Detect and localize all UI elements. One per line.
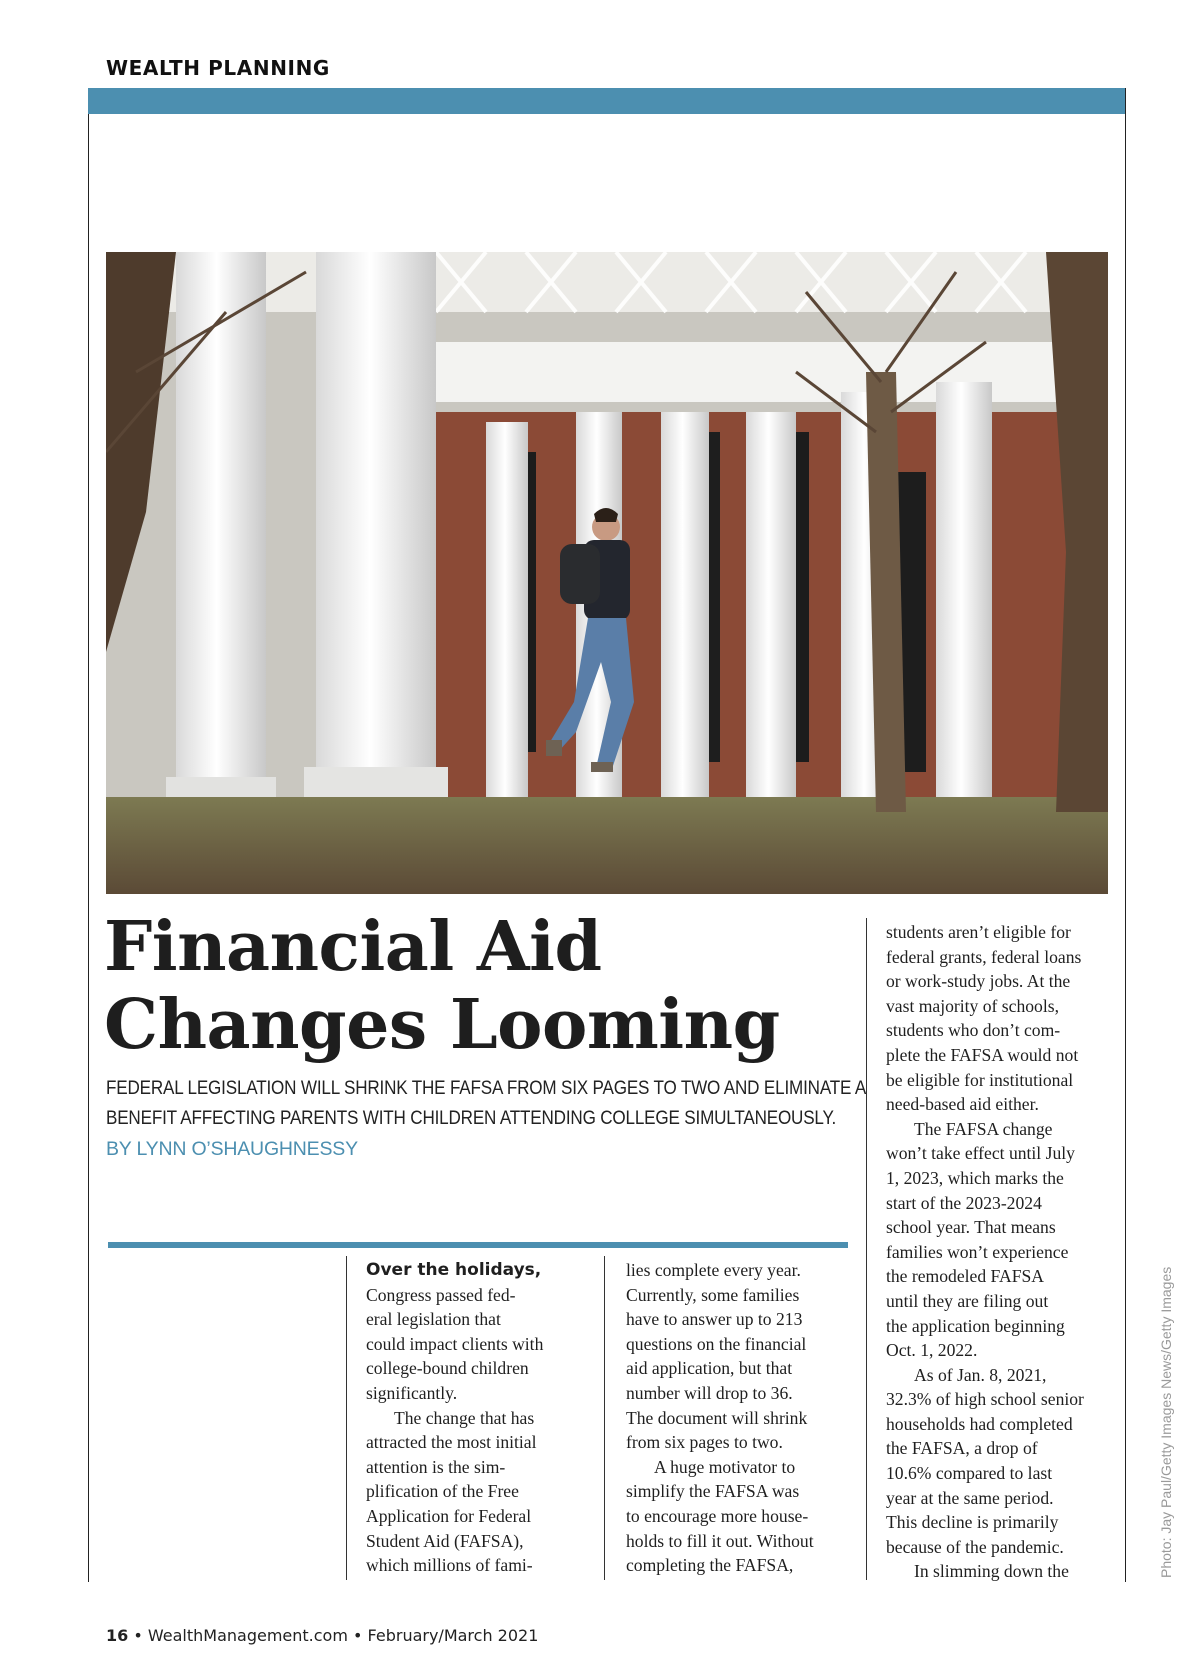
body-line: students aren’t eligible for [886,922,1071,942]
body-line: year at the same period. [886,1487,1054,1508]
article-divider [108,1242,848,1248]
body-line: won’t take effect until July [886,1143,1075,1164]
page-number: 16 [106,1626,129,1645]
body-line: lies complete every year. [626,1260,801,1280]
frame-rule-left [88,114,89,1582]
body-line: Congress passed fed- [366,1284,516,1305]
body-line: need-based aid either. [886,1094,1039,1115]
body-line: eral legislation that [366,1309,501,1330]
body-line: Oct. 1, 2022. [886,1340,978,1361]
body-line: which millions of fami- [366,1555,533,1576]
body-line: the application beginning [886,1315,1065,1336]
body-line: until they are filing out [886,1290,1049,1311]
body-line: 32.3% of high school senior [886,1389,1084,1410]
body-line: be eligible for institutional [886,1069,1074,1090]
body-line: aid application, but that [626,1358,793,1379]
headline-line: Changes Looming [104,985,780,1065]
body-line: start of the 2023-2024 [886,1192,1042,1213]
column-rule [866,918,867,1580]
footer-text: • WealthManagement.com • February/March 2021 [128,1626,539,1645]
body-line: Student Aid (FAFSA), [366,1530,524,1551]
body-line: completing the FAFSA, [626,1555,794,1576]
body-line: have to answer up to 213 [626,1309,803,1330]
body-line: The FAFSA change [914,1118,1053,1139]
section-label: WEALTH PLANNING [106,56,330,80]
body-line: significantly. [366,1382,458,1403]
body-line: attention is the sim- [366,1456,506,1477]
body-line: to encourage more house- [626,1505,809,1526]
body-line: simplify the FAFSA was [626,1481,800,1502]
article-photo [106,252,1108,894]
deck-line: BENEFIT AFFECTING PARENTS WITH CHILDREN ATTENDING COLLEGE SIMULTANEOUSLY. [106,1107,837,1129]
frame-rule-right [1125,88,1126,1582]
body-line: This decline is primarily [886,1512,1059,1533]
body-line: could impact clients with [366,1333,544,1354]
body-line: A huge motivator to [654,1456,796,1477]
body-line: students who don’t com- [886,1020,1061,1041]
body-line: As of Jan. 8, 2021, [914,1364,1047,1385]
body-line: plete the FAFSA would not [886,1044,1079,1065]
body-line: number will drop to 36. [626,1382,793,1403]
lead-in: Over the holidays, [366,1260,542,1280]
body-line: college-bound children [366,1358,529,1379]
body-line: The document will shrink [626,1407,808,1428]
body-line: 10.6% compared to last [886,1463,1053,1484]
body-line: because of the pandemic. [886,1536,1064,1557]
body-line: the FAFSA, a drop of [886,1438,1038,1459]
headline [104,908,864,1064]
byline: BY LYNN O’SHAUGHNESSY [106,1138,358,1160]
body-line: attracted the most initial [366,1432,537,1453]
body-line: families won’t experience [886,1241,1069,1262]
column-rule [604,1256,605,1580]
column-rule [346,1256,347,1580]
deck [106,1073,867,1133]
body-line: or work-study jobs. At the [886,971,1071,992]
body-line: federal grants, federal loans [886,946,1082,967]
body-line: households had completed [886,1413,1073,1434]
body-line: the remodeled FAFSA [886,1266,1044,1287]
body-column-1 [366,1258,543,1578]
body-line: Currently, some families [626,1284,800,1305]
page-footer [106,1626,538,1645]
body-line: vast majority of schools, [886,995,1059,1016]
body-line: plification of the Free [366,1481,519,1502]
body-line: school year. That means [886,1217,1056,1238]
headline-line: Financial Aid [104,907,602,987]
photo-illustration [106,252,1108,894]
body-line: In slimming down the [914,1561,1069,1582]
body-line: The change that has [394,1407,535,1428]
body-line: 1, 2023, which marks the [886,1167,1064,1188]
body-line: Application for Federal [366,1505,532,1526]
body-line: questions on the financial [626,1333,807,1354]
section-color-bar [88,88,1126,114]
deck-line: FEDERAL LEGISLATION WILL SHRINK THE FAFSA FROM SIX PAGES TO TWO AND ELIMINATE A [106,1077,867,1099]
body-column-2 [626,1258,814,1578]
body-line: holds to fill it out. Without [626,1530,814,1551]
photo-credit: Photo: Jay Paul/Getty Images News/Getty Images [1158,1266,1174,1578]
body-column-3 [886,920,1084,1584]
body-line: from six pages to two. [626,1432,783,1453]
